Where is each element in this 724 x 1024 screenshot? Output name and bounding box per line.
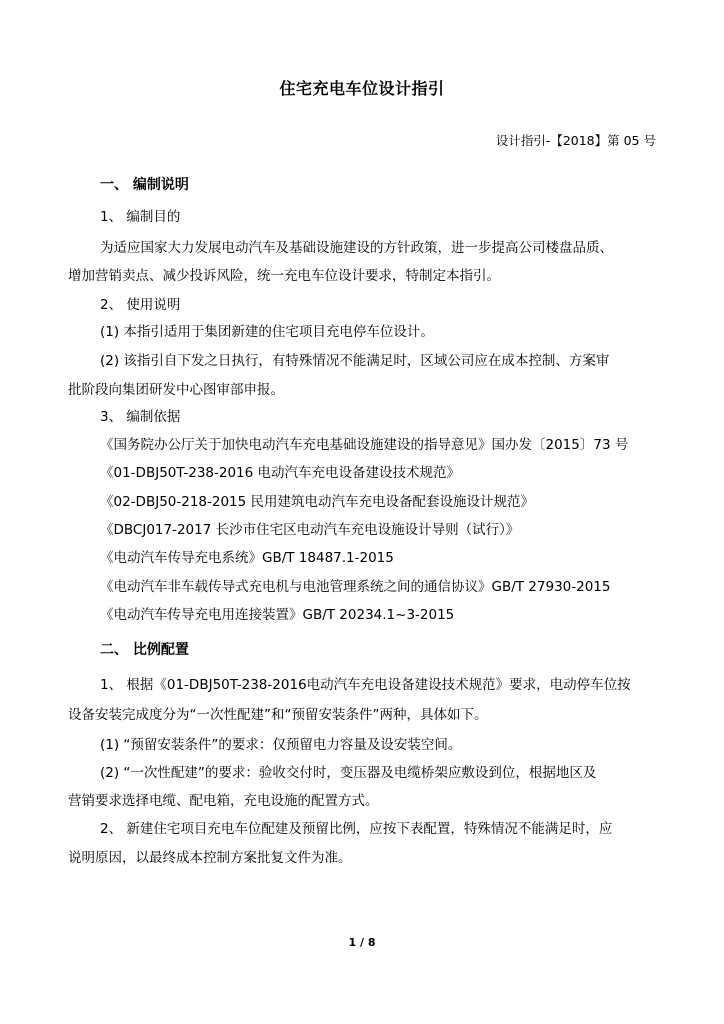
paragraph-line: (2) 该指引自下发之日执行，有特殊情况不能满足时，区域公司应在成本控制、方案审 [100,353,610,369]
paragraph-line: 为适应国家大力发展电动汽车及基础设施建设的方针政策，进一步提高公司楼盘品质、 [100,240,613,256]
paragraph-line: 1、 根据《01-DBJ50T-238-2016电动汽车充电设备建设技术规范》要求，电动停车位按 [100,677,631,693]
page-number: 1 / 8 [348,936,376,949]
reference-item: 《02-DBJ50-218-2015 民用建筑电动汽车充电设备配套设施设计规范》 [100,494,535,510]
reference-item: 《电动汽车非车载传导式充电机与电池管理系统之间的通信协议》GB/T 27930-2015 [100,579,611,595]
paragraph-line: (2) “一次性配建”的要求：验收交付时，变压器及电缆桥架应敷设到位，根据地区及 [100,765,597,781]
document-title: 住宅充电车位设计指引 [279,79,445,98]
reference-item: 《DBCJ017-2017 长沙市住宅区电动汽车充电设施设计导则（试行）》 [100,522,520,538]
paragraph-line: (1) “预留安装条件”的要求：仅预留电力容量及设安装空间。 [100,737,462,753]
reference-item: 《国务院办公厅关于加快电动汽车充电基础设施建设的指导意见》国办发〔2015〕73 号 [100,437,629,453]
section-2-heading: 二、 比例配置 [100,642,189,658]
paragraph-line: 批阶段向集团研发中心图审部申报。 [68,382,284,398]
paragraph-line: 增加营销卖点、减少投诉风险，统一充电车位设计要求，特制定本指引。 [68,268,500,284]
paragraph-line: 2、 新建住宅项目充电车位配建及预留比例，应按下表配置，特殊情况不能满足时，应 [100,821,613,837]
reference-item: 《01-DBJ50T-238-2016 电动汽车充电设备建设技术规范》 [100,465,461,481]
subsection-1-3: 3、 编制依据 [100,409,181,425]
subsection-1-2: 2、 使用说明 [100,297,181,313]
paragraph-line: 说明原因，以最终成本控制方案批复文件为准。 [68,850,352,866]
paragraph-line: 营销要求选择电缆、配电箱，充电设施的配置方式。 [68,793,379,809]
reference-item: 《电动汽车传导充电用连接装置》GB/T 20234.1~3-2015 [100,607,455,623]
section-1-heading: 一、 编制说明 [100,177,189,193]
document-number: 设计指引-【2018】第 05 号 [495,133,656,148]
subsection-1-1: 1、 编制目的 [100,209,181,225]
paragraph-line: (1) 本指引适用于集团新建的住宅项目充电停车位设计。 [100,324,434,340]
paragraph-line: 设备安装完成度分为“一次性配建”和“预留安装条件”两种，具体如下。 [68,707,488,723]
reference-item: 《电动汽车传导充电系统》GB/T 18487.1-2015 [100,550,394,566]
